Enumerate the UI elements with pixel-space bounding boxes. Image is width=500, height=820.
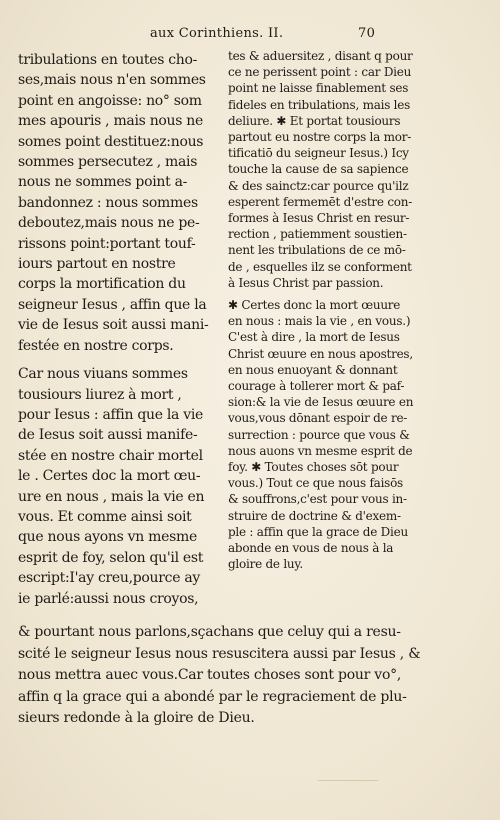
catchword-rule (318, 780, 378, 781)
text-line: nent les tribulations de ce mō- (228, 243, 406, 258)
text-line: escript:I'ay creu,pource ay (18, 570, 200, 587)
page-number: 70 (358, 26, 376, 41)
text-line: stée en nostre chair mortel (18, 447, 203, 464)
text-line: rection , patiemment soustien- (228, 227, 407, 242)
text-line: nous auons vn mesme esprit de (228, 443, 413, 458)
text-line: mes apouris , mais nous ne (18, 113, 203, 130)
text-line: de Iesus soit aussi manife- (18, 427, 198, 444)
text-line: abonde en vous de nous à la (228, 541, 394, 556)
text-line: vie de Iesus soit aussi mani- (18, 317, 209, 334)
text-line: affin q la grace qui a abondé par le regraciement de plu- (18, 688, 407, 705)
full-width-text (18, 622, 438, 730)
text-line: corps la mortification du (18, 276, 186, 293)
text-line: point en angoisse: no° som (18, 92, 202, 109)
text-line: sion:& la vie de Iesus œuure en (228, 395, 414, 410)
text-line: ✱ Certes donc la mort œuure (228, 298, 401, 313)
text-line: & pourtant nous parlons,sçachans que celuy qui a resu- (18, 624, 401, 640)
text-line: somes point destituez:nous (18, 133, 204, 150)
text-line: que nous ayons vn mesme (18, 529, 197, 546)
text-line: tes & aduersitez , disant q pour (228, 49, 413, 63)
text-line: Car nous viuans sommes (18, 366, 188, 383)
text-line: ple : affin que la grace de Dieu (228, 524, 408, 539)
text-line: tificatiō du seigneur Iesus.) Icy (228, 146, 409, 161)
text-line: esprit de foy, selon qu'il est (18, 549, 204, 566)
text-line: surrection : pource que vous & (228, 427, 410, 442)
text-line: tousiours liurez à mort , (18, 386, 182, 403)
left-column-text (18, 50, 218, 609)
text-line: de , esquelles ilz se conforment (228, 259, 412, 274)
text-line: & des sainctz:car pource qu'ilz (228, 178, 409, 193)
text-line: & souffrons,c'est pour vous in- (228, 492, 407, 507)
text-line: en nous : mais la vie , en vous.) (228, 314, 411, 329)
text-line: point ne laisse finablement ses (228, 81, 409, 96)
text-line: foy. ✱ Toutes choses sōt pour (228, 460, 399, 475)
text-line: vous.) Tout ce que nous faisōs (228, 476, 403, 491)
running-title: aux Corinthiens. II. (150, 26, 284, 41)
text-line: tribulations en toutes cho- (18, 52, 198, 68)
text-line: en nous enuoyant & donnant (228, 362, 398, 377)
text-line: seigneur Iesus , affin que la (18, 296, 207, 313)
text-line: formes à Iesus Christ en resur- (228, 211, 410, 226)
text-line: rissons point:portant touf- (18, 235, 196, 252)
text-line: partout eu nostre corps la mor- (228, 130, 412, 145)
text-line: deliure. ✱ Et portat tousiours (228, 113, 401, 128)
text-line: sieurs redonde à la gloire de Dieu. (18, 710, 255, 726)
text-line: pour Iesus : affin que la vie (18, 406, 203, 423)
text-line: vous,vous dōnant espoir de re- (228, 411, 408, 426)
text-line: ses,mais nous n'en sommes (18, 72, 206, 89)
text-line: iours partout en nostre (18, 256, 176, 273)
text-line: C'est à dire , la mort de Iesus (228, 330, 400, 345)
text-line: bandonnez : nous sommes (18, 194, 198, 211)
text-line: nous mettra auec vous.Car toutes choses sont pour vo°, (18, 667, 402, 683)
text-line: struire de doctrine & d'exem- (228, 508, 401, 523)
text-line: ce ne perissent point : car Dieu (228, 65, 412, 80)
text-line: esperent fermemēt d'estre con- (228, 194, 413, 209)
text-line: nous ne sommes point a- (18, 174, 188, 191)
text-line: scité le seigneur Iesus nous resuscitera aussi par Iesus , & (18, 645, 421, 662)
text-line: à Iesus Christ par passion. (228, 275, 384, 290)
text-line: ure en nous , mais la vie en (18, 488, 205, 505)
text-line: le . Certes doc la mort œu- (18, 468, 201, 485)
text-line: touche la cause de sa sapience (228, 162, 409, 177)
text-line: deboutez,mais nous ne pe- (18, 215, 200, 232)
text-line: courage à tollerer mort & paf- (228, 379, 405, 394)
right-column-commentary (228, 48, 438, 573)
text-line: Christ œuure en nous apostres, (228, 346, 413, 361)
paragraph-break (18, 356, 218, 364)
text-line: vous. Et comme ainsi soit (18, 508, 192, 525)
text-line: festée en nostre corps. (18, 337, 174, 354)
text-line: sommes persecutez , mais (18, 154, 198, 171)
text-line: ie parlé:aussi nous croyos, (18, 590, 199, 607)
text-line: gloire de luy. (228, 557, 303, 572)
text-line: fideles en tribulations, mais les (228, 97, 411, 112)
